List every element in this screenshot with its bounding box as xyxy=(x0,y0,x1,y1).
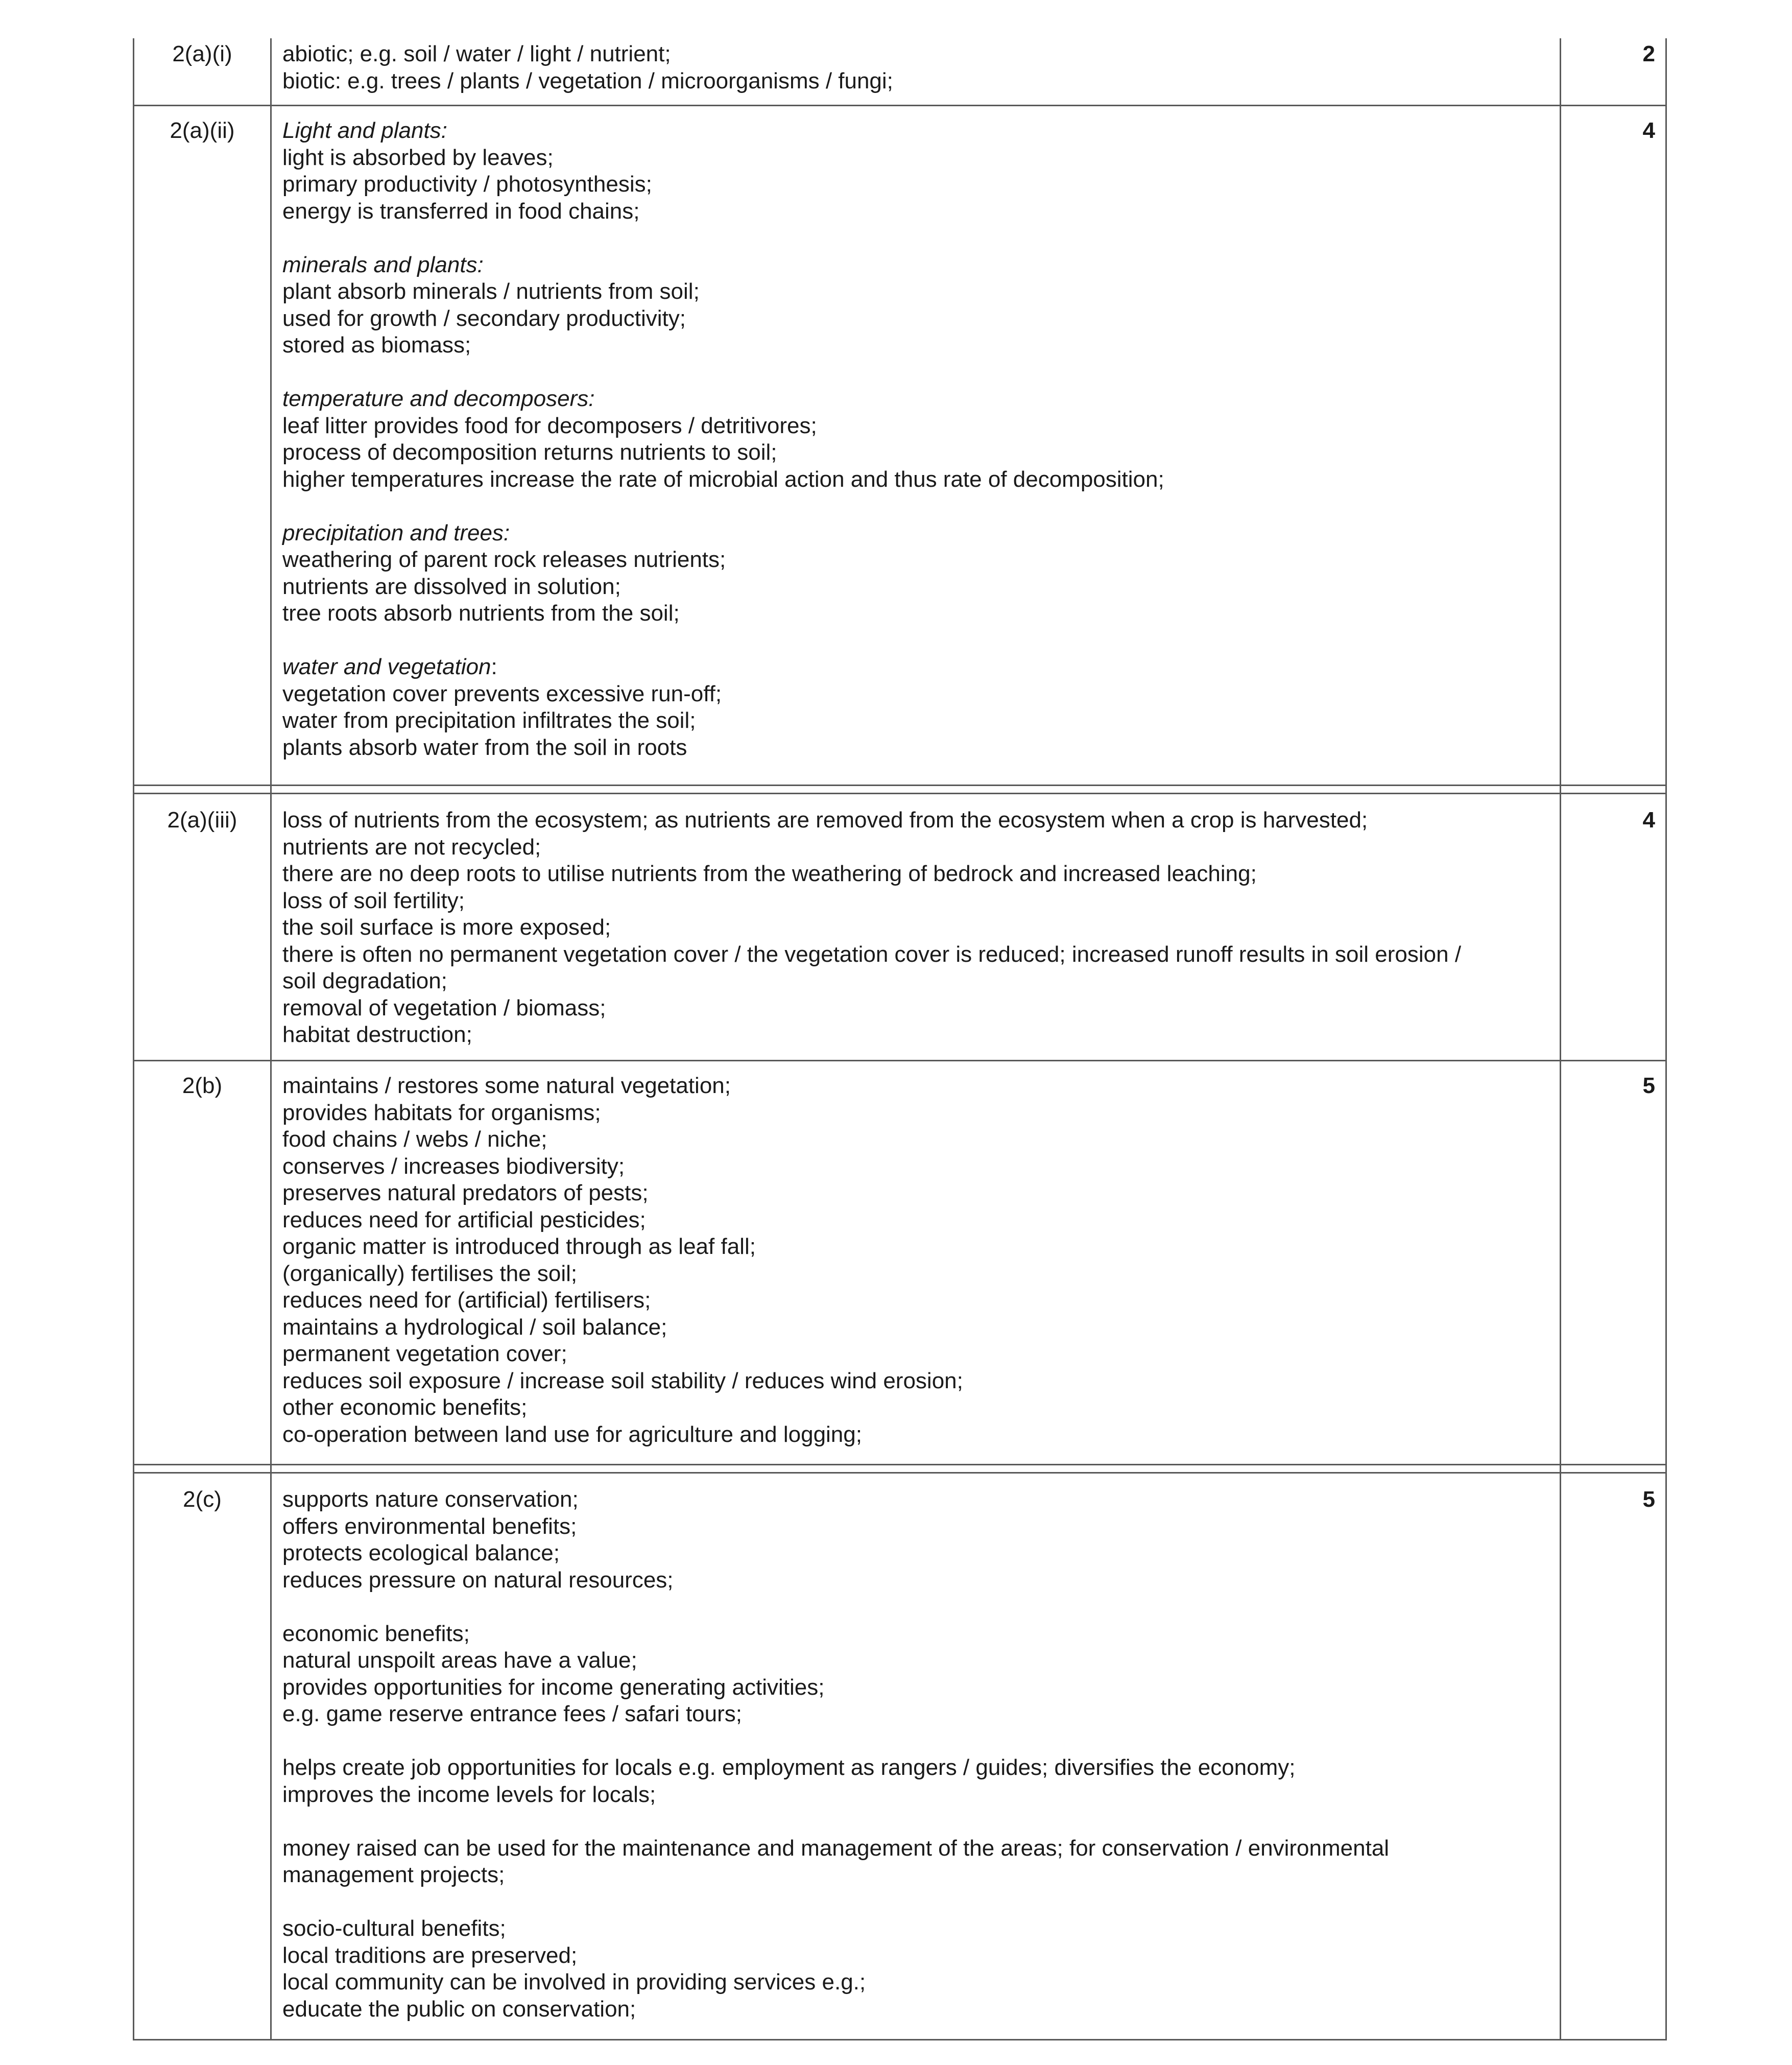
table-row xyxy=(134,1474,1665,2040)
table-row xyxy=(134,794,1665,1061)
answer-line: provides habitats for organisms; xyxy=(282,1100,601,1125)
answer-line: supports nature conservation; xyxy=(282,1487,579,1512)
subheading-text: Light and plants: xyxy=(282,118,447,143)
answer-line: reduces need for (artificial) fertilisers; xyxy=(282,1288,651,1313)
marks-value: 4 xyxy=(1642,808,1655,833)
answer-line: plants absorb water from the soil in roots xyxy=(282,734,687,760)
answer-subheading xyxy=(282,117,1513,145)
answer-text xyxy=(282,117,1513,761)
answer-line: nutrients are not recycled; xyxy=(282,834,541,860)
mark-scheme-table xyxy=(133,38,1667,2040)
answer-line: maintains a hydrological / soil balance; xyxy=(282,1314,667,1340)
answer-subheading xyxy=(282,386,1513,413)
answer-line: local traditions are preserved; xyxy=(282,1942,578,1968)
answer-line xyxy=(282,359,1513,386)
answer-line: money raised can be used for the maintenance and management of the areas; for conservation / environmental xyxy=(282,1835,1390,1861)
answer-line: local community can be involved in providing services e.g.; xyxy=(282,1969,866,1995)
answer-line xyxy=(282,1594,1513,1621)
answer-line: plant absorb minerals / nutrients from soil; xyxy=(282,279,700,304)
answer-line: provides opportunities for income generating activities; xyxy=(282,1674,825,1700)
marks-value: 5 xyxy=(1642,1487,1655,1512)
answer-text xyxy=(282,41,1513,94)
answer-line: food chains / webs / niche; xyxy=(282,1127,547,1152)
answer-line: loss of nutrients from the ecosystem; as nutrients are removed from the ecosystem when a crop is harvested; xyxy=(282,808,1368,833)
table-row xyxy=(134,105,1665,794)
answer-line: light is absorbed by leaves; xyxy=(282,145,554,170)
answer-text xyxy=(282,807,1513,1049)
answer-line: water from precipitation infiltrates the soil; xyxy=(282,708,696,733)
answer-line: protects ecological balance; xyxy=(282,1540,560,1565)
marks-value: 4 xyxy=(1642,118,1655,143)
answer-line: there is often no permanent vegetation cover / the vegetation cover is reduced; increased runoff results in soil erosion / xyxy=(282,941,1462,967)
table-row xyxy=(134,1060,1665,1474)
answer-line: habitat destruction; xyxy=(282,1022,472,1047)
answer-line: there are no deep roots to utilise nutrients from the weathering of bedrock and increased leaching; xyxy=(282,861,1257,886)
question-number: 2(a)(ii) xyxy=(170,118,235,143)
answer-line: weathering of parent rock releases nutrients; xyxy=(282,547,726,572)
answer-subheading xyxy=(282,654,1513,681)
answer-line xyxy=(282,1889,1513,1916)
answer-line: energy is transferred in food chains; xyxy=(282,198,640,224)
answer-line: conserves / increases biodiversity; xyxy=(282,1153,625,1179)
answer-line: organic matter is introduced through as leaf fall; xyxy=(282,1234,756,1259)
answer-line xyxy=(282,1728,1513,1755)
answer-line: vegetation cover prevents excessive run-off; xyxy=(282,681,722,706)
answer-line: reduces need for artificial pesticides; xyxy=(282,1207,646,1232)
marks-value: 2 xyxy=(1642,41,1655,66)
answer-line xyxy=(282,1808,1513,1835)
answer-line: e.g. game reserve entrance fees / safari tours; xyxy=(282,1701,743,1726)
answer-line: other economic benefits; xyxy=(282,1395,528,1420)
answer-line: abiotic; e.g. soil / water / light / nutrient; xyxy=(282,41,671,66)
answer-line: reduces pressure on natural resources; xyxy=(282,1567,674,1593)
answer-line: (organically) fertilises the soil; xyxy=(282,1261,578,1286)
subheading-suffix: : xyxy=(491,654,497,679)
answer-line: the soil surface is more exposed; xyxy=(282,915,611,940)
answer-line: nutrients are dissolved in solution; xyxy=(282,574,621,599)
answer-line: used for growth / secondary productivity; xyxy=(282,305,686,331)
answer-line: preserves natural predators of pests; xyxy=(282,1180,649,1205)
answer-line: socio-cultural benefits; xyxy=(282,1916,506,1941)
answer-subheading xyxy=(282,520,1513,547)
answer-line: soil degradation; xyxy=(282,968,447,993)
answer-line: co-operation between land use for agriculture and logging; xyxy=(282,1421,862,1447)
answer-line: stored as biomass; xyxy=(282,333,471,358)
question-number: 2(c) xyxy=(183,1487,222,1512)
answer-line: tree roots absorb nutrients from the soil; xyxy=(282,601,680,626)
answer-line: higher temperatures increase the rate of microbial action and thus rate of decomposition; xyxy=(282,466,1164,492)
answer-line: permanent vegetation cover; xyxy=(282,1341,567,1366)
table-row xyxy=(134,38,1665,106)
subheading-text: water and vegetation xyxy=(282,654,491,679)
answer-line xyxy=(282,225,1513,252)
answer-line: removal of vegetation / biomass; xyxy=(282,995,606,1020)
subheading-text: temperature and decomposers: xyxy=(282,386,595,411)
answer-line: reduces soil exposure / increase soil stability / reduces wind erosion; xyxy=(282,1368,963,1393)
answer-line: biotic: e.g. trees / plants / vegetation / microorganisms / fungi; xyxy=(282,68,893,93)
subheading-text: minerals and plants: xyxy=(282,252,484,277)
marks-value: 5 xyxy=(1642,1073,1655,1098)
answer-line: loss of soil fertility; xyxy=(282,888,465,913)
answer-line: educate the public on conservation; xyxy=(282,1996,636,2022)
answer-line: improves the income levels for locals; xyxy=(282,1782,656,1807)
answer-text xyxy=(282,1073,1513,1448)
answer-line: natural unspoilt areas have a value; xyxy=(282,1648,637,1673)
answer-line: maintains / restores some natural vegetation; xyxy=(282,1073,731,1098)
question-number: 2(a)(i) xyxy=(172,41,232,66)
answer-text xyxy=(282,1486,1513,2023)
answer-line xyxy=(282,493,1513,520)
answer-line: primary productivity / photosynthesis; xyxy=(282,172,652,197)
answer-line: offers environmental benefits; xyxy=(282,1513,577,1539)
question-number: 2(b) xyxy=(182,1073,223,1098)
answer-line xyxy=(282,627,1513,654)
answer-line: management projects; xyxy=(282,1862,505,1887)
question-number: 2(a)(iii) xyxy=(167,808,237,833)
answer-line: helps create job opportunities for locals e.g. employment as rangers / guides; diversifies the economy; xyxy=(282,1755,1296,1780)
answer-line: process of decomposition returns nutrients to soil; xyxy=(282,440,777,465)
subheading-text: precipitation and trees: xyxy=(282,520,510,545)
answer-line: economic benefits; xyxy=(282,1621,470,1646)
answer-line: leaf litter provides food for decomposers / detritivores; xyxy=(282,413,817,438)
answer-subheading xyxy=(282,252,1513,279)
